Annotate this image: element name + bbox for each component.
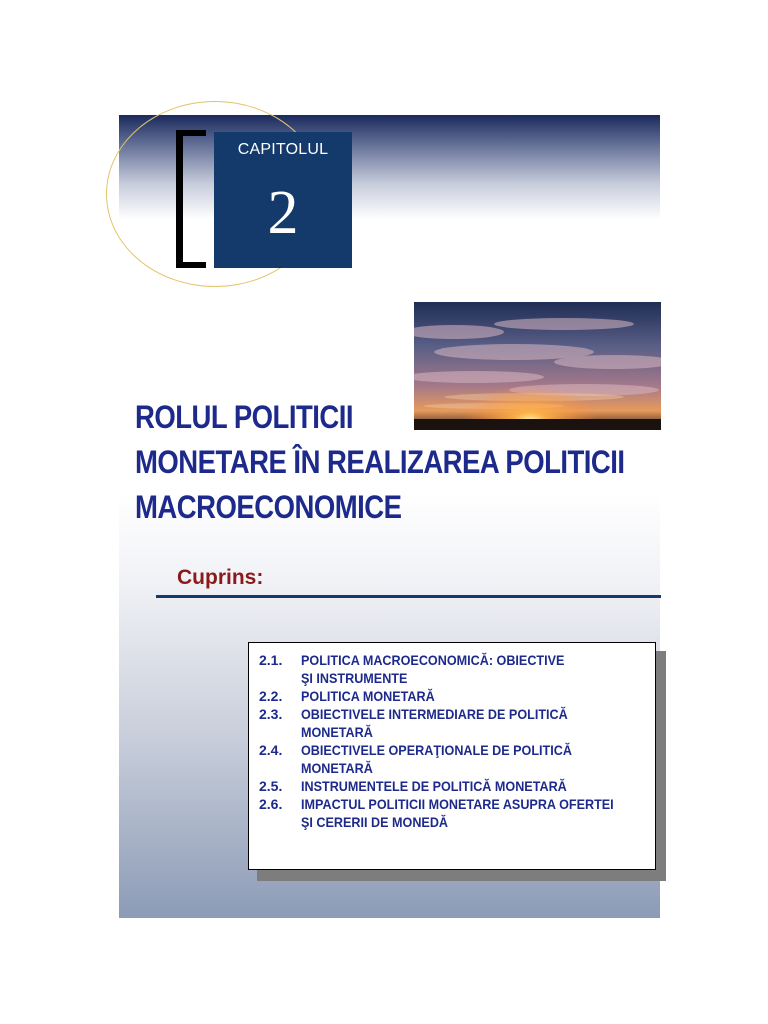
- chapter-title: [135, 395, 704, 530]
- chapter-box: [214, 132, 352, 268]
- toc-item-text: IMPACTUL POLITICII MONETARE ASUPRA OFERTEI ŞI CERERII DE MONEDĂ: [301, 796, 614, 830]
- toc-item: [249, 777, 655, 795]
- toc-item: [249, 687, 655, 705]
- contents-heading: Cuprins:: [177, 566, 264, 589]
- contents-box: [248, 642, 656, 870]
- bracket-ornament: [176, 130, 206, 268]
- toc-item-number: 2.5.: [259, 778, 283, 794]
- toc-item-number: 2.2.: [259, 688, 283, 704]
- toc-item: [249, 651, 655, 687]
- toc-item-text: INSTRUMENTELE DE POLITICĂ MONETARĂ: [301, 778, 567, 794]
- contents-rule: [156, 595, 661, 598]
- toc-item: [249, 705, 655, 741]
- toc-item-number: 2.4.: [259, 742, 283, 758]
- toc-item-number: 2.1.: [259, 652, 283, 668]
- chapter-label: CAPITOLUL: [237, 141, 329, 158]
- chapter-number: 2: [267, 179, 299, 247]
- toc-item: [249, 741, 655, 777]
- title-line-1: ROLUL POLITICII: [135, 399, 354, 435]
- toc-item-number: 2.3.: [259, 706, 283, 722]
- toc-item: [249, 795, 655, 831]
- title-line-3: MACROECONOMICE: [135, 489, 402, 525]
- toc-item-text: OBIECTIVELE INTERMEDIARE DE POLITICĂ MONETARĂ: [301, 706, 568, 740]
- toc-item-text: OBIECTIVELE OPERAŢIONALE DE POLITICĂ MONETARĂ: [301, 742, 572, 776]
- toc-item-text: POLITICA MACROECONOMICĂ: OBIECTIVE ŞI INSTRUMENTE: [301, 652, 565, 686]
- title-line-2: MONETARE ÎN REALIZAREA POLITICII: [135, 444, 625, 480]
- toc-item-text: POLITICA MONETARĂ: [301, 688, 435, 704]
- toc-item-number: 2.6.: [259, 796, 283, 812]
